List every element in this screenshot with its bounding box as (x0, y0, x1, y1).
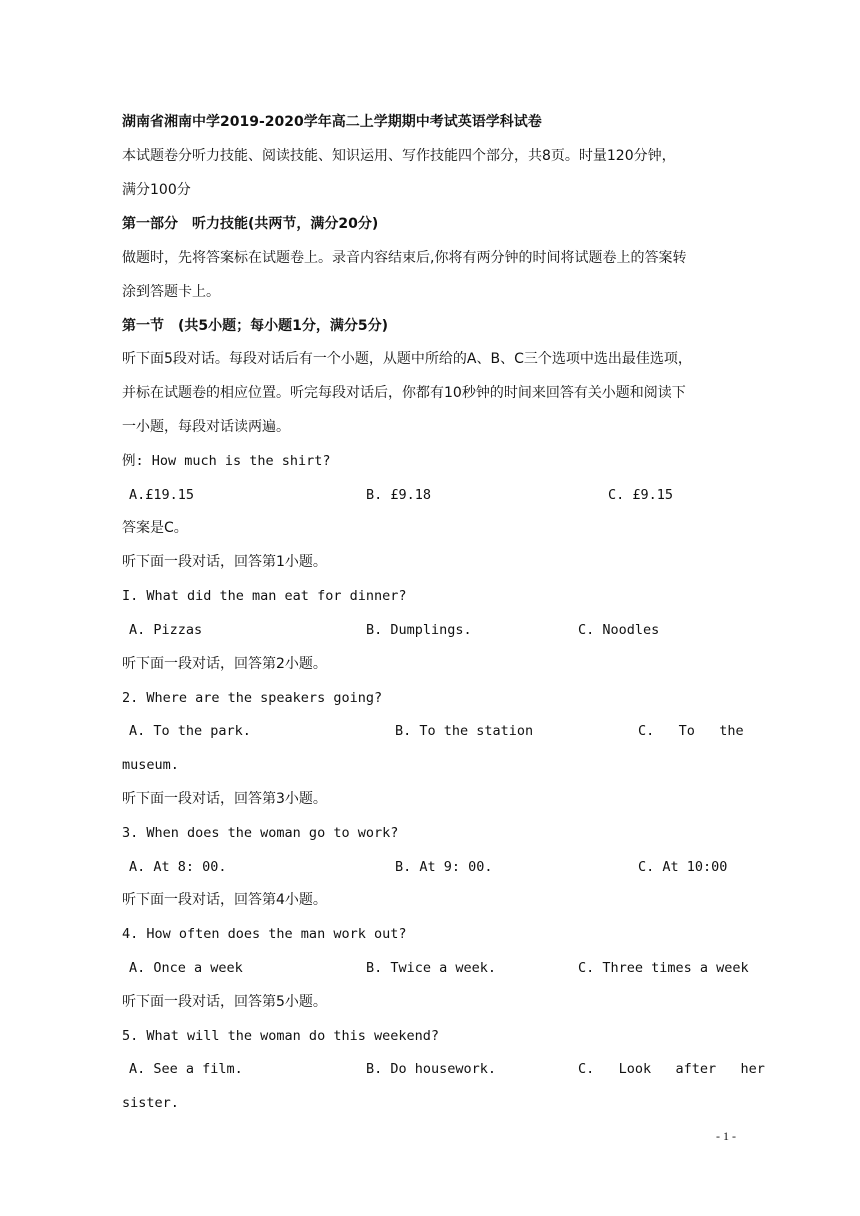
question-2-lead: 听下面一段对话，回答第2小题。 (122, 656, 327, 672)
question-5-option-a: A. See a film. (129, 1061, 243, 1077)
question-2-text: 2. Where are the speakers going? (122, 690, 383, 706)
example-option-b: B. £9.18 (366, 487, 432, 503)
question-1-text: I. What did the man eat for dinner? (122, 588, 407, 604)
question-2-option-a: A. To the park. (129, 723, 251, 739)
example-option-a: A.£19.15 (129, 487, 195, 503)
question-4-option-c: C. Three times a week (578, 960, 749, 976)
section1-instruction-2: 并标在试题卷的相应位置。听完每段对话后，你都有10秒钟的时间来回答有关小题和阅读下 (122, 385, 686, 401)
section1-instruction-3: 一小题，每段对话读两遍。 (122, 419, 290, 435)
example-option-c: C. £9.15 (608, 487, 674, 503)
question-1-option-b: B. Dumplings. (366, 622, 472, 638)
section1-heading: 第一节 (共5小题；每小题1分，满分5分) (122, 318, 389, 334)
question-3-option-c: C. At 10:00 (638, 859, 728, 875)
question-5-option-c: C. Look after her (578, 1061, 765, 1077)
question-5-option-b: B. Do housework. (366, 1061, 497, 1077)
question-2-option-b: B. To the station (395, 723, 534, 739)
question-1-option-a: A. Pizzas (129, 622, 203, 638)
question-3-option-b: B. At 9: 00. (395, 859, 493, 875)
question-4-option-a: A. Once a week (129, 960, 243, 976)
question-5-text: 5. What will the woman do this weekend? (122, 1028, 439, 1044)
question-5-lead: 听下面一段对话，回答第5小题。 (122, 994, 327, 1010)
question-3-text: 3. When does the woman go to work? (122, 825, 399, 841)
question-5-option-c-continued: sister. (122, 1095, 179, 1111)
intro-line-1: 本试题卷分听力技能、阅读技能、知识运用、写作技能四个部分，共8页。时量120分钟， (122, 148, 676, 164)
question-3-lead: 听下面一段对话，回答第3小题。 (122, 791, 327, 807)
question-4-lead: 听下面一段对话，回答第4小题。 (122, 892, 327, 908)
intro-line-2: 满分100分 (122, 182, 191, 198)
question-1-option-c: C. Noodles (578, 622, 660, 638)
page-number: - 1 - (716, 1129, 736, 1143)
question-4-option-b: B. Twice a week. (366, 960, 497, 976)
example-question: 例: How much is the shirt? (122, 453, 331, 469)
question-3-option-a: A. At 8: 00. (129, 859, 227, 875)
part1-instruction-1: 做题时，先将答案标在试题卷上。录音内容结束后,你将有两分钟的时间将试题卷上的答案转 (122, 250, 687, 266)
question-2-option-c: C. To the (638, 723, 744, 739)
part1-heading: 第一部分 听力技能(共两节，满分20分) (122, 216, 379, 232)
example-answer: 答案是C。 (122, 520, 188, 536)
exam-title: 湖南省湘南中学2019-2020学年高二上学期期中考试英语学科试卷 (122, 114, 542, 130)
question-4-text: 4. How often does the man work out? (122, 926, 407, 942)
question-1-lead: 听下面一段对话，回答第1小题。 (122, 554, 327, 570)
section1-instruction-1: 听下面5段对话。每段对话后有一个小题，从题中所给的A、B、C三个选项中选出最佳选项， (122, 351, 692, 367)
part1-instruction-2: 涂到答题卡上。 (122, 284, 220, 300)
question-2-option-c-continued: museum. (122, 757, 179, 773)
